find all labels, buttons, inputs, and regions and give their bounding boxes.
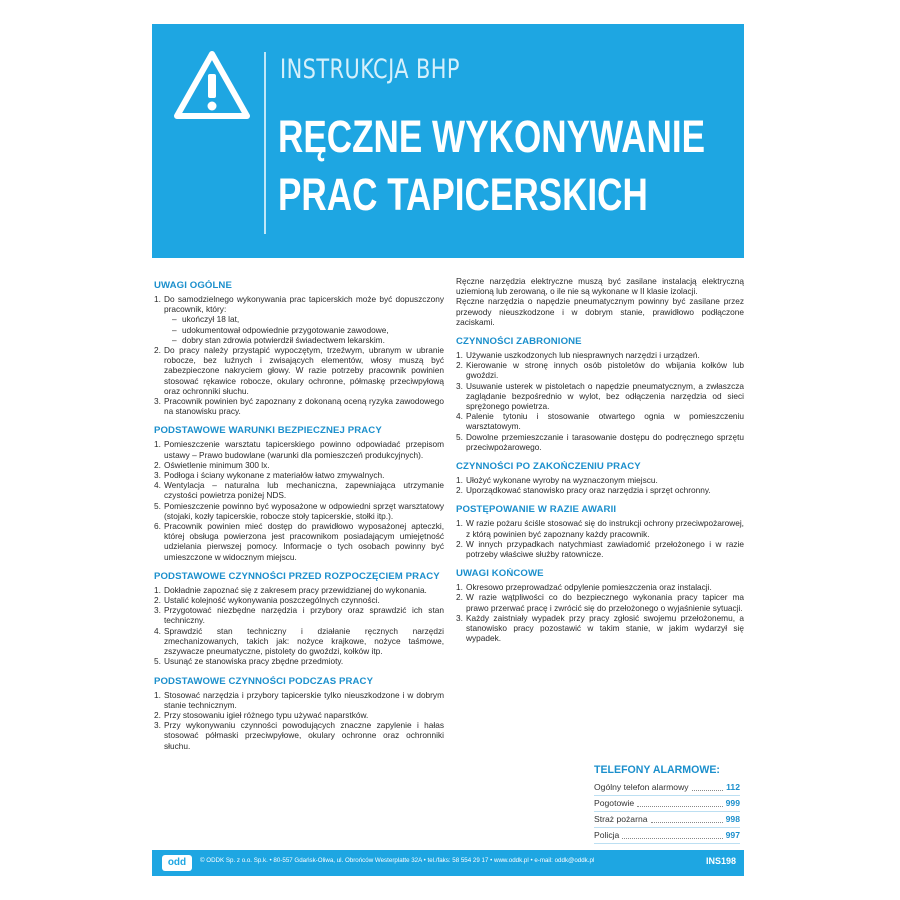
list-before-work — [154, 585, 444, 667]
list-item: 1. Stosować narzędzia i przybory tapicerskie tylko nieuszkodzone i w dobrym stanie technicznym. — [154, 689, 444, 710]
list-item: 5. Dowolne przemieszczanie i tarasowanie dostępu do podręcznego sprzętu przeciwpożarowego. — [456, 431, 744, 452]
title-line-2: PRAC TAPICERSKICH — [278, 169, 648, 220]
header-divider — [264, 52, 266, 234]
list-item: 1. Do samodzielnego wykonywania prac tapicerskich może być dopuszczony pracownik, który: – ukończył 18 lat, – udokumentował odpowiednie przygotowanie zawodowe, – dobry stan zdrowia potwierdził świadectwem lekarskim. — [154, 294, 444, 345]
list-item: 2. W razie wątpliwości co do bezpiecznego wykonania pracy tapicer ma prawo przerwać pracę i zwrócić się do przełożonego o wyjaśnienie sytuacji. — [456, 592, 744, 613]
document-title — [278, 108, 705, 224]
left-column — [154, 280, 444, 751]
list-safe-conditions — [154, 439, 444, 561]
list-item: 3. Przy wykonywaniu czynności powodujących znaczne zapylenie i hałas stosować półmaski przeciwpyłowe, okulary ochronne oraz ochronniki słuchu. — [154, 720, 444, 751]
list-item: 1. Używanie uszkodzonych lub niesprawnych narzędzi i urządzeń. — [456, 350, 700, 361]
list-item: 2. Przy stosowaniu igieł różnego typu używać naparstków. — [154, 709, 369, 720]
instruction-sheet — [152, 24, 744, 876]
document-kicker: INSTRUKCJA BHP — [280, 54, 460, 85]
list-item: 2. Do pracy należy przystąpić wypoczętym, trzeźwym, ubranym w ubranie robocze, bez luźnych i zwisających elementów, włosy muszą być zabezpieczone nakryciem głowy. W razie potrzeby pracownik powinien stosować rękawice robocze, okulary ochronne, półmaskę przeciwpyłową oraz ochronniki słuchu. — [154, 345, 444, 396]
section-title-before-work: PODSTAWOWE CZYNNOŚCI PRZED ROZPOCZĘCIEM PRACY — [154, 570, 440, 582]
content-area — [152, 258, 744, 838]
list-emergency — [456, 518, 744, 559]
list-item: 1. Ułożyć wykonane wyroby na wyznaczonym miejscu. — [456, 475, 658, 486]
list-item: 3. Usuwanie usterek w pistoletach o napędzie pneumatycznym, a zwłaszcza zaglądanie bezpośrednio w wylot, bez odłączenia narzędzia od sieci sprężonego powietrza. — [456, 380, 744, 412]
section-title-after-work: CZYNNOŚCI PO ZAKOŃCZENIU PRACY — [456, 461, 641, 473]
list-during-work — [154, 690, 444, 751]
list-after-work — [456, 475, 744, 495]
paragraph-electric-tools: Ręczne narzędzia elektryczne muszą być zasilane instalacją elektryczną uziemioną lub zerowaną, o ile nie są wykonane w II klasie izolacji. — [456, 276, 744, 297]
list-item: 2. W innych przypadkach natychmiast zawiadomić przełożonego i w razie potrzeby właściwe służby ratownicze. — [456, 538, 744, 560]
title-line-1: RĘCZNE WYKONYWANIE — [278, 111, 706, 162]
footer-contact-text: © ODDK Sp. z o.o. Sp.k. • 80-557 Gdańsk-Oliwa, ul. Obrońców Westerplatte 32A • tel./faks: 58 554 29 17 • www.oddk.pl • e-mail: oddk@oddk.pl — [200, 857, 595, 864]
list-item: 6. Pracownik powinien mieć dostęp do prawidłowo wyposażonej apteczki, której obsługa powierzona jest pracownikom posiadającym umiejętność udzielania pierwszej pomocy. Informacje o tych osobach powinny być umieszczone w widocznym miejscu. — [154, 521, 444, 562]
list-item: 5. Usunąć ze stanowiska pracy zbędne przedmioty. — [154, 656, 344, 667]
phone-label: Policja — [594, 830, 620, 840]
list-item: 3. Każdy zaistniały wypadek przy pracy zgłosić swojemu przełożonemu, a stanowisko pracy pozostawić w takim stanie, w jakim wydarzył się wypadek. — [456, 612, 744, 644]
sub-list-item: – dobry stan zdrowia potwierdził świadectwem lekarskim. — [172, 334, 385, 345]
emergency-phones — [594, 764, 740, 844]
list-item: 3. Pracownik powinien być zapoznany z dokonaną oceną ryzyka zawodowego na stanowisku pracy. — [154, 396, 444, 417]
paragraph-pneumatic-tools: Ręczne narzędzia o napędzie pneumatycznym powinny być zasilane przez przewody nieuszkodzone i w dobrym stanie, prawidłowo podłączone zaciskami. — [456, 296, 744, 327]
phone-label: Pogotowie — [594, 798, 635, 808]
list-item: 2. Ustalić kolejność wykonywania poszczególnych czynności. — [154, 595, 380, 606]
right-column — [456, 276, 744, 643]
list-item: 1. W razie pożaru ściśle stosować się do instrukcji ochrony przeciwpożarowej, z którą powinien być zapoznany każdy pracownik. — [456, 518, 744, 539]
sub-list-item: – udokumentował odpowiednie przygotowanie zawodowe, — [172, 324, 389, 335]
phone-number: 998 — [725, 814, 740, 824]
phone-label: Straż pożarna — [594, 814, 648, 824]
list-item: 2. Kierowanie w stronę innych osób pistoletów do wbijania kołków lub gwoździ. — [456, 360, 744, 381]
list-item: 4. Palenie tytoniu i stosowanie otwartego ognia w pomieszczeniu warsztatowym. — [456, 411, 744, 432]
list-item: 1. Dokładnie zapoznać się z zakresem pracy przewidzianej do wykonania. — [154, 584, 427, 595]
section-title-emergency: POSTĘPOWANIE W RAZIE AWARII — [456, 504, 617, 516]
list-final-notes — [456, 582, 744, 643]
emergency-phones-title: TELEFONY ALARMOWE: — [594, 764, 720, 776]
list-item: 3. Przygotować niezbędne narzędzia i przybory oraz sprawdzić ich stan techniczny. — [154, 605, 444, 626]
header-banner — [152, 24, 744, 258]
list-general — [154, 294, 444, 416]
phone-number: 112 — [726, 782, 740, 792]
sub-list — [164, 314, 444, 345]
footer-bar — [152, 850, 744, 876]
document-code: INS198 — [705, 856, 736, 866]
phone-row — [594, 780, 740, 796]
section-title-general: UWAGI OGÓLNE — [154, 280, 232, 291]
list-item: 4. Wentylacja – naturalna lub mechaniczna, zapewniająca utrzymanie czystości powietrza poniżej NDS. — [154, 480, 444, 501]
list-item: 2. Oświetlenie minimum 300 lx. — [154, 459, 270, 470]
phone-number: 999 — [725, 798, 740, 808]
section-title-safe-conditions: PODSTAWOWE WARUNKI BEZPIECZNEJ PRACY — [154, 425, 382, 437]
oddk-logo: odd — [162, 855, 192, 871]
list-item: 2. Uporządkować stanowisko pracy oraz narzędzia i sprzęt ochronny. — [456, 485, 711, 496]
phone-row — [594, 796, 740, 812]
phone-row — [594, 828, 740, 844]
section-title-during-work: PODSTAWOWE CZYNNOŚCI PODCZAS PRACY — [154, 675, 374, 687]
warning-triangle-icon — [174, 50, 250, 120]
sub-list-item: – ukończył 18 lat, — [172, 314, 240, 325]
list-item: 1. Okresowo przeprowadzać odpylenie pomieszczenia oraz instalacji. — [456, 582, 712, 593]
list-item: 3. Podłoga i ściany wykonane z materiałów łatwo zmywalnych. — [154, 470, 385, 481]
phone-number: 997 — [725, 830, 740, 840]
phone-label: Ogólny telefon alarmowy — [594, 782, 689, 792]
section-title-forbidden: CZYNNOŚCI ZABRONIONE — [456, 336, 582, 348]
list-item: 5. Pomieszczenie powinno być wyposażone w odpowiedni sprzęt warsztatowy (stojaki, kozły tapicerskie, robocze stoły tapicerskie, stołki itp.). — [154, 500, 444, 521]
phone-row — [594, 812, 740, 828]
list-item: 4. Sprawdzić stan techniczny i działanie ręcznych narzędzi zmechanizowanych, takich jak: nożyce krajkowe, nożyce taśmowe, zszywacze pneumatyczne, pistolety do gwoździ, kołków itp. — [154, 625, 444, 657]
section-title-final-notes: UWAGI KOŃCOWE — [456, 568, 544, 580]
list-item: 1. Pomieszczenie warsztatu tapicerskiego powinno odpowiadać przepisom ustawy – Prawo budowlane (warunki dla pomieszczeń produkcyjnych). — [154, 439, 444, 460]
list-forbidden — [456, 350, 744, 452]
